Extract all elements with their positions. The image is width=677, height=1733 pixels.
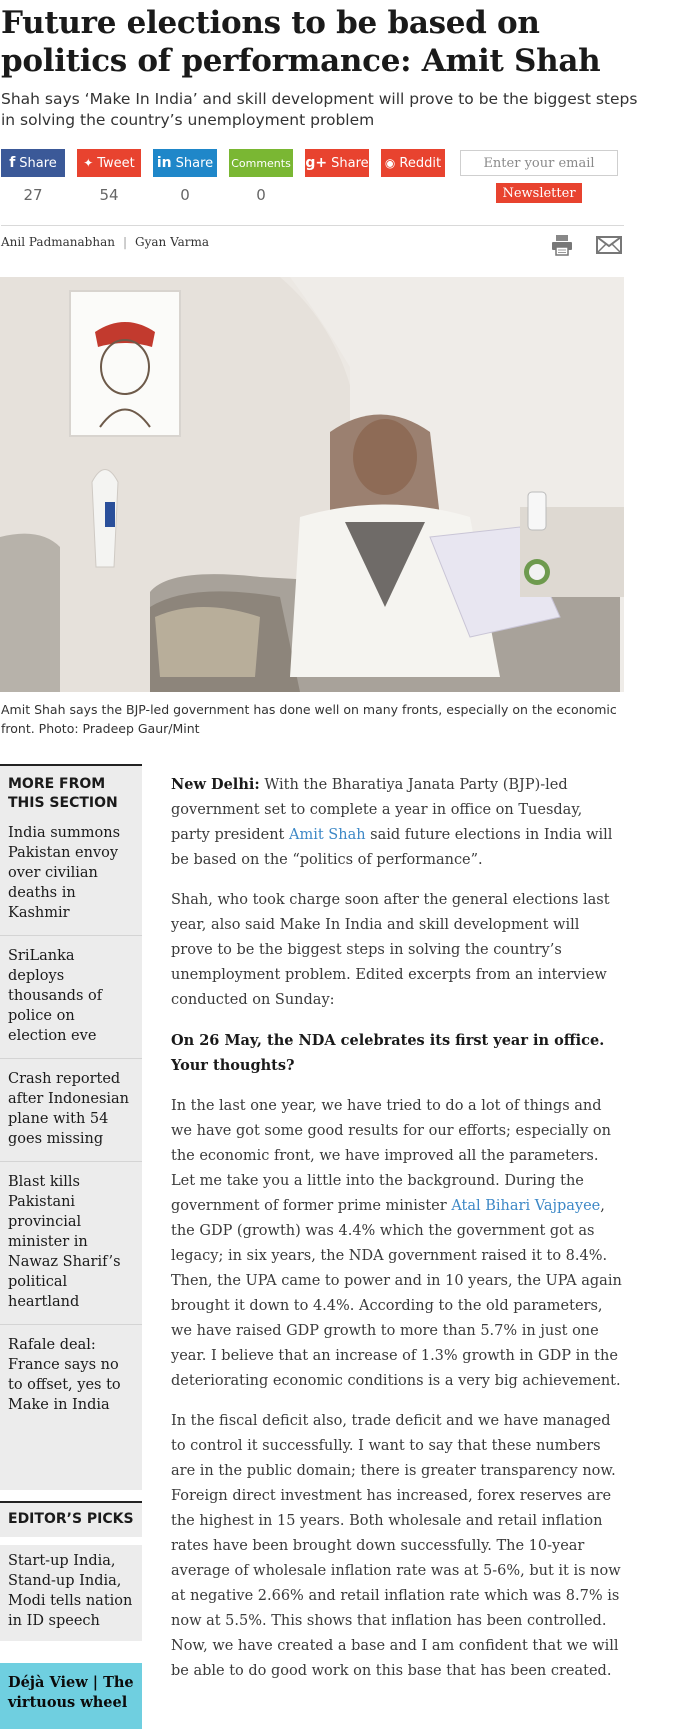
reddit-icon: ◉ — [384, 156, 396, 170]
deja-view-link[interactable]: Déjà View | The virtuous wheel — [0, 1663, 142, 1729]
comments-label: Comments — [231, 156, 291, 170]
twitter-tweet-label: Tweet — [97, 155, 135, 171]
paragraph-text: said future elections in India will be based on the “politics of performance”. — [171, 827, 613, 868]
newsletter-subscribe-button[interactable]: Newsletter — [496, 183, 582, 203]
article-standfirst: Shah says ‘Make In India’ and skill development will prove to be the biggest steps in solving the country’s unemployment problem — [1, 90, 638, 129]
google-plus-share-button[interactable] — [305, 149, 369, 177]
more-from-section-box — [0, 764, 142, 1490]
photo-illustration — [0, 277, 624, 692]
google-plus-share-label: Share — [331, 155, 369, 171]
reddit-share-label: Reddit — [399, 155, 442, 171]
byline — [1, 235, 209, 249]
article-photo — [0, 277, 624, 692]
linkedin-icon: in — [156, 155, 172, 171]
facebook-share-button[interactable] — [1, 149, 65, 177]
linkedin-share-label: Share — [175, 155, 214, 171]
author-link[interactable]: Anil Padmanabhan — [1, 235, 115, 249]
sidebar-story-link[interactable]: SriLanka deploys thousands of police on election eve — [0, 935, 142, 1058]
article-headline: Future elections to be based on politics of performance: Amit Shah — [1, 5, 601, 79]
paragraph-text: , the GDP (growth) was 4.4% which the government got as legacy; in six years, the NDA government raised it to 8.4%. Then, the UPA came to power and in 10 years, the UPA again brought it down to 4.4%. According to the old parameters, we have raised GDP growth to more than 5.7% in just one year. I believe that an increase of 1.3% growth in GDP in the deteriorating economic conditions is a very big achievement. — [171, 1198, 622, 1389]
newsletter-email-input[interactable] — [460, 150, 618, 176]
mail-icon[interactable] — [596, 236, 622, 254]
more-from-section-heading: MORE FROM THIS SECTION — [8, 776, 118, 811]
reddit-share-button[interactable] — [381, 149, 445, 177]
linkedin-share-count: 0 — [180, 186, 190, 204]
twitter-icon: ✦ — [83, 156, 94, 170]
article-paragraph: In the fiscal deficit also, trade deficit and we have managed to control it successfully. I want to say that these numbers are in the public domain; there is greater transparency now. Foreign direct investment has increased, forex reserves are the highest in 15 years. Both wholesale and retail inflation rates have been brought down successfully. The 10-year average of wholesale inflation rate was at 5-6%, but it is now at negative 2.66% and retail inflation rate which was 8.7% is now at 5.5%. This shows that inflation has been controlled. Now, we have created a base and I am confident that we will be able to do good work on this base that has been created. — [171, 1413, 621, 1679]
google-plus-icon: g+ — [305, 155, 328, 171]
photo-caption: Amit Shah says the BJP-led government has done well on many fronts, especially on the economic front. Photo: Pradeep Gaur/Mint — [1, 702, 617, 736]
linkedin-share-button[interactable] — [153, 149, 217, 177]
paragraph-text: With the Bharatiya Janata Party (BJP)-led government set to complete a year in office on Tuesday, party president — [171, 777, 583, 843]
paragraph-text: In the last one year, we have tried to do a lot of things and we have got some good results for our efforts; especially on the economic front, we have improved all the parameters. Let me take you a little into the background. During the government of former prime minister — [171, 1098, 611, 1214]
comments-button[interactable] — [229, 149, 293, 177]
byline-separator: | — [122, 235, 128, 249]
amit-shah-link[interactable]: Amit Shah — [289, 827, 366, 843]
article-paragraph: Shah, who took charge soon after the general elections last year, also said Make In India and skill development will prove to be the biggest steps in solving the country’s unemployment problem. Edited excerpts from an interview conducted on Sunday: — [171, 892, 610, 1008]
editors-pick-link[interactable]: Start-up India, Stand-up India, Modi tells nation in ID speech — [0, 1545, 142, 1641]
dateline: New Delhi: — [171, 776, 260, 793]
byline-divider — [1, 225, 624, 226]
twitter-tweet-count: 54 — [99, 186, 119, 204]
sidebar-story-link[interactable]: Blast kills Pakistani provincial minister in Nawaz Sharif’s political heartland — [0, 1161, 142, 1324]
facebook-share-count: 27 — [23, 186, 43, 204]
editors-picks-heading: EDITOR’S PICKS — [0, 1501, 142, 1537]
facebook-share-label: Share — [19, 155, 57, 171]
sidebar-story-link[interactable]: India summons Pakistan envoy over civilian deaths in Kashmir — [8, 825, 121, 921]
facebook-icon: f — [9, 155, 16, 171]
twitter-tweet-button[interactable] — [77, 149, 141, 177]
comments-count: 0 — [256, 186, 266, 204]
author-link[interactable]: Gyan Varma — [135, 235, 210, 249]
sidebar-story-link[interactable]: Rafale deal: France says no to offset, yes to Make in India — [0, 1324, 142, 1427]
article-paragraph — [171, 1094, 623, 1394]
sidebar-story-link[interactable]: Crash reported after Indonesian plane with 54 goes missing — [0, 1058, 142, 1161]
print-icon[interactable] — [551, 234, 573, 256]
interview-question: On 26 May, the NDA celebrates its first year in office. Your thoughts? — [171, 1032, 605, 1074]
article-paragraph — [171, 772, 623, 873]
atal-bihari-vajpayee-link[interactable]: Atal Bihari Vajpayee — [451, 1198, 601, 1214]
article-body — [171, 772, 623, 1699]
